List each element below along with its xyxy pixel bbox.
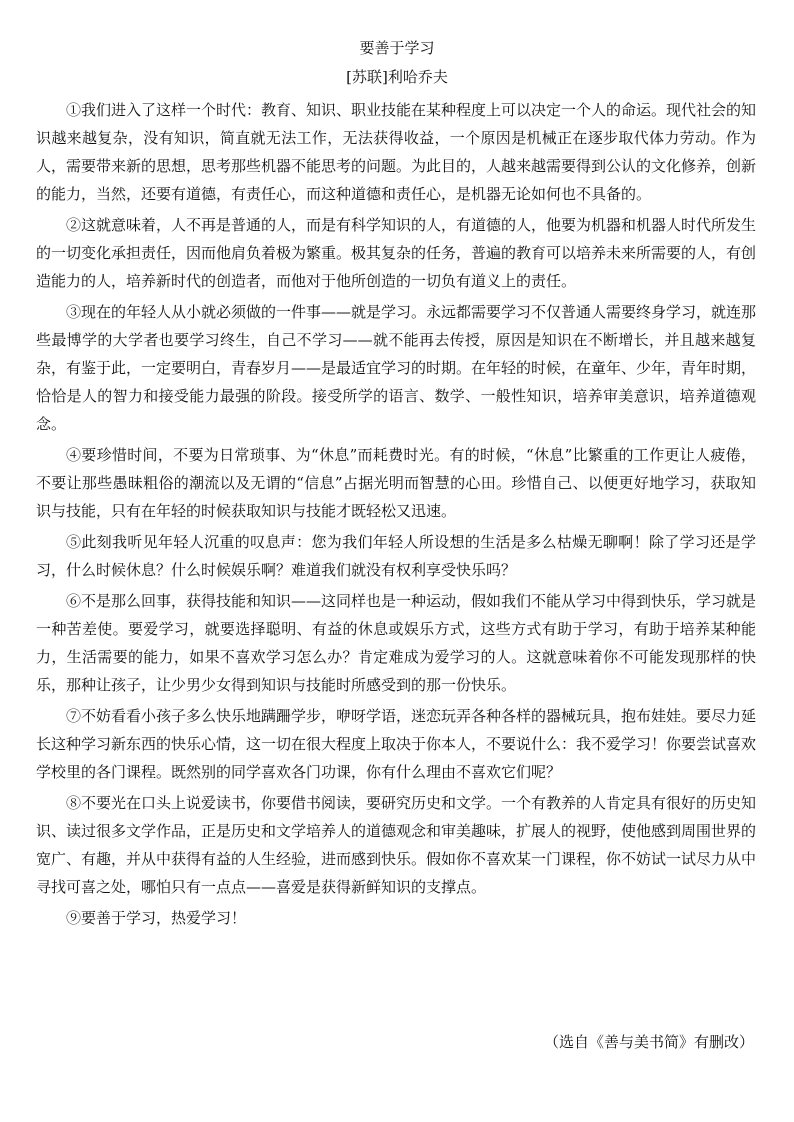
paragraph-6: ⑥不是那么回事，获得技能和知识——这同样也是一种运动，假如我们不能从学习中得到快乐，学习就是一种苦差使。要爱学习，就要选择聪明、有益的休息或娱乐方式，这些方式有助于学习，有助于培养某种能力，生活需要的能力，如果不喜欢学习怎么办？肯定难成为爱学习的人。这就意味着你不可能发现那样的快乐，那种让孩子，让少男少女得到知识与技能时所感受到的那一份快乐。 — [36, 592, 757, 694]
paragraph-7: ⑦不妨看看小孩子多么快乐地蹒跚学步，咿呀学语，迷恋玩弄各种各样的器械玩具，抱布娃娃。要尽力延长这种学习新东西的快乐心情，这一切在很大程度上取决于你本人，不要说什么：我不爱学习！你要尝试喜欢学校里的各门课程。既然别的同学喜欢各门功课，你有什么理由不喜欢它们呢？ — [36, 707, 757, 781]
paragraph-1: ①我们进入了这样一个时代：教育、知识、职业技能在某种程度上可以决定一个人的命运。现代社会的知识越来越复杂，没有知识，简直就无法工作，无法获得收益，一个原因是机械正在逐步取代体力劳动。作为人，需要带来新的思想，思考那些机器不能思考的问题。为此目的，人越来越需要得到公认的文化修养，创新的能力，当然，还要有道德，有责任心，而这种道德和责任心，是机器无论如何也不具备的。 — [36, 101, 757, 203]
paragraph-3: ③现在的年轻人从小就必须做的一件事——就是学习。永远都需要学习不仅普通人需要终身学习，就连那些最博学的大学者也要学习终生，自己不学习——就不能再去传授，原因是知识在不断增长，并且越来越复杂，有鉴于此，一定要明白，青春岁月——是最适宜学习的时期。在年轻的时候，在童年、少年，青年时期，恰恰是人的智力和接受能力最强的阶段。接受所学的语言、数学、一般性知识，培养审美意识，培养道德观念。 — [36, 303, 757, 433]
paragraph-5: ⑤此刻我听见年轻人沉重的叹息声：您为我们年轻人所设想的生活是多么枯燥无聊啊！除了学习还是学习，什么时候休息？什么时候娱乐啊？难道我们就没有权利享受快乐吗？ — [36, 533, 756, 579]
paragraph-2: ②这就意味着，人不再是普通的人，而是有科学知识的人，有道德的人，他要为机器和机器人时代所发生的一切变化承担责任，因而他肩负着极为繁重。极其复杂的任务，普遍的教育可以培养未来所需要的人，有创造能力的人，培养新时代的创造者，而他对于他所创造的一切负有道义上的责任。 — [36, 216, 757, 290]
paragraph-8: ⑧不要光在口头上说爱读书，你要借书阅读，要研究历史和文学。一个有教养的人肯定具有很好的历史知识、读过很多文学作品，正是历史和文学培养人的道德观念和审美趣味，扩展人的视野，使他感到周围世界的宽广、有趣，并从中获得有益的人生经验，进而感到快乐。假如你不喜欢某一门课程，你不妨试一试尽力从中寻找可喜之处，哪怕只有一点点——喜爱是获得新鲜知识的支撑点。 — [36, 794, 757, 896]
document-title: 要善于学习 — [359, 39, 435, 57]
document-body — [36, 96, 756, 935]
paragraph-9: ⑨要善于学习，热爱学习！ — [66, 909, 247, 927]
document-author: [苏联]利哈乔夫 — [346, 68, 448, 86]
source-citation: （选自《善与美书简》有删改） — [543, 1033, 754, 1051]
paragraph-4: ④要珍惜时间，不要为日常琐事、为“休息”而耗费时光。有的时候，“休息”比繁重的工作更让人疲倦，不要让那些愚昧粗俗的潮流以及无谓的“信息”占据光明而智慧的心田。珍惜自己、以便更好地学习，获取知识与技能，只有在年轻的时候获取知识与技能才既轻松又迅速。 — [36, 446, 756, 520]
